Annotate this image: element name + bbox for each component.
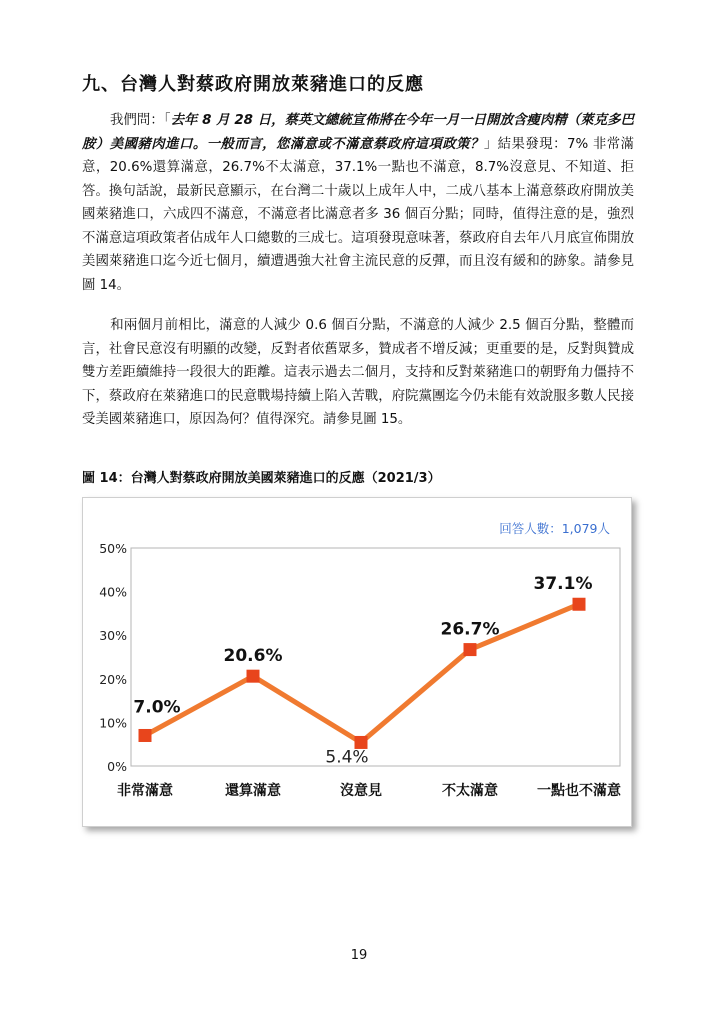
series-line (145, 604, 579, 742)
data-label: 20.6% (223, 646, 283, 667)
data-markers (139, 598, 586, 749)
paragraph-2-body: 和兩個月前相比，滿意的人減少 0.6 個百分點，不滿意的人減少 2.5 個百分點，整體而言，社會民意沒有明顯的改變，反對者依舊眾多，贊成者不增反減；更重要的是，反對與贊成雙方差距續維持一段很大的距離。這表示過去二個月，支持和反對萊豬進口的朝野角力僵持不下，蔡政府在萊豬進口的民意戰場持續上陷入苦戰，府院黨團迄今仍未能有效說服多數人民接受美國萊豬進口，原因為何？值得深究。請參見圖 15。 (82, 318, 634, 427)
x-axis-ticks (117, 782, 621, 799)
x-tick-label: 一點也不滿意 (537, 783, 621, 799)
respondent-count-annotation: 回答人數：1,079人 (499, 521, 610, 536)
data-label: 5.4% (325, 747, 369, 768)
y-tick-label: 20% (99, 671, 127, 687)
paragraph-1 (82, 109, 634, 297)
data-point-marker (464, 643, 477, 656)
page-number: 19 (350, 948, 368, 963)
question-lead: 我們問：「 (110, 113, 171, 128)
question-close: 」 (483, 136, 498, 152)
data-point-marker (247, 670, 260, 683)
y-tick-label: 50% (99, 541, 127, 556)
y-tick-label: 10% (99, 715, 127, 731)
figure-caption: 圖 14：台灣人對蔡政府開放美國萊豬進口的反應（2021/3） (82, 471, 441, 486)
survey-question: 去年 8 月 28 日，蔡英文總統宣佈將在今年一月一日開放含瘦肉精（萊克多巴胺）美國豬肉進口。一般而言，您滿意或不滿意蔡政府這項政策？ (82, 113, 634, 152)
paragraph-1-body: 結果發現：7% 非常滿意，20.6%還算滿意，26.7%不太滿意，37.1%一點也不滿意，8.7%沒意見、不知道、拒答。換句話說，最新民意顯示，在台灣二十歲以上成年人中，二成八基本上滿意蔡政府開放美國萊豬進口，六成四不滿意，不滿意者比滿意者多 36 個百分點；同時，值得注意的是，強烈不滿意這項政策者佔成年人口總數的三成七。這項發現意味著，蔡政府自去年八月底宣佈開放美國萊豬進口迄今近七個月，續遭遇強大社會主流民意的反彈，而且沒有緩和的跡象。請參見圖 14。 (82, 136, 635, 293)
x-tick-label: 不太滿意 (442, 783, 498, 799)
data-point-marker (139, 729, 152, 742)
data-point-marker (573, 598, 586, 611)
data-label: 7.0% (133, 697, 181, 718)
data-label: 26.7% (440, 619, 500, 640)
data-label: 37.1% (533, 574, 593, 595)
paragraph-2 (82, 314, 634, 432)
line-chart (83, 498, 631, 826)
y-tick-label: 0% (107, 759, 127, 774)
chart-frame (82, 497, 632, 827)
y-axis-ticks (99, 541, 127, 774)
y-tick-label: 30% (99, 628, 127, 644)
section-heading: 九、台灣人對蔡政府開放萊豬進口的反應 (82, 74, 424, 95)
y-tick-label: 40% (99, 584, 127, 600)
x-tick-label: 非常滿意 (117, 783, 173, 799)
x-tick-label: 沒意見 (340, 783, 382, 799)
x-tick-label: 還算滿意 (225, 783, 281, 799)
